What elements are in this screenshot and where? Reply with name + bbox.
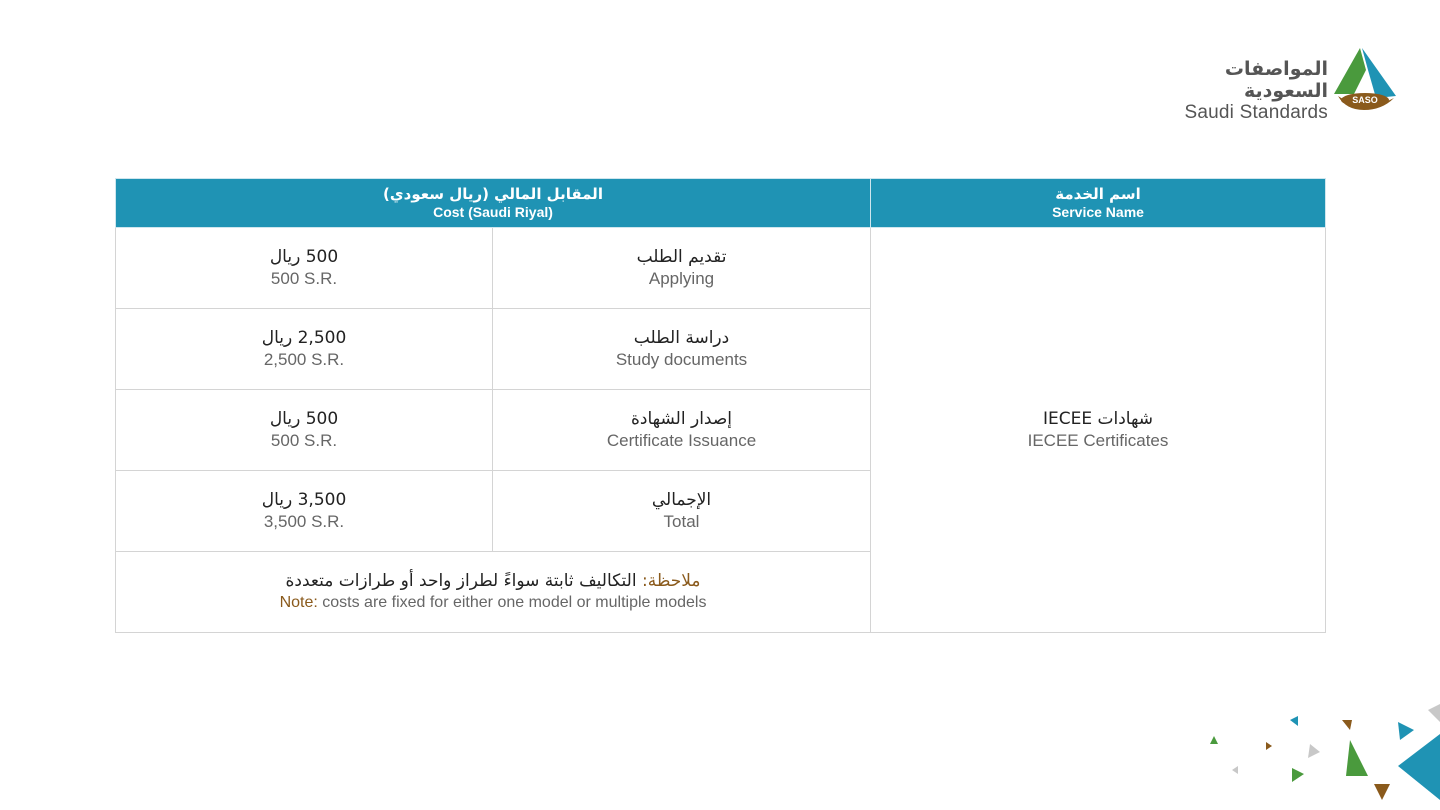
logo-mark-text: SASO <box>1352 95 1378 105</box>
step-cell <box>493 390 871 471</box>
service-header-en: Service Name <box>1052 204 1144 220</box>
cost-ar: 2,500 ريال <box>261 328 347 348</box>
cost-header <box>116 179 871 228</box>
cost-ar: 500 ريال <box>269 409 339 429</box>
service-name-cell <box>871 228 1326 633</box>
table-row <box>116 228 1326 309</box>
total-cost-en: 3,500 S.R. <box>263 512 345 531</box>
decorative-triangles-icon <box>1200 700 1440 810</box>
service-name-ar: شهادات IECEE <box>1042 409 1154 429</box>
step-en: Applying <box>648 269 715 288</box>
cost-en: 2,500 S.R. <box>263 350 345 369</box>
cost-cell <box>116 390 493 471</box>
service-header <box>871 179 1326 228</box>
note-text-en: costs are fixed for either one model or multiple models <box>317 594 707 611</box>
cost-cell <box>116 228 493 309</box>
logo-text <box>1180 58 1328 124</box>
step-ar: دراسة الطلب <box>633 328 730 348</box>
service-header-ar: اسم الخدمة <box>1055 185 1141 203</box>
fees-table <box>115 178 1326 633</box>
cost-en: 500 S.R. <box>270 269 338 288</box>
step-cell <box>493 228 871 309</box>
total-cost-ar: 3,500 ريال <box>261 490 347 510</box>
note-en <box>116 592 870 613</box>
note-text-ar: التكاليف ثابتة سواءً لطراز واحد أو طرازات متعددة <box>285 571 642 591</box>
total-label-ar: الإجمالي <box>651 490 712 510</box>
cost-cell <box>116 309 493 390</box>
step-ar: إصدار الشهادة <box>631 409 732 429</box>
step-en: Study documents <box>615 350 748 369</box>
saso-logo <box>1180 44 1400 123</box>
total-cost-cell <box>116 471 493 552</box>
step-cell <box>493 309 871 390</box>
saso-logo-mark-icon <box>1332 44 1398 110</box>
logo-arabic-name: المواصفات السعودية <box>1224 58 1328 102</box>
logo-english-name: Saudi Standards <box>1184 102 1328 123</box>
cost-ar: 500 ريال <box>269 247 339 267</box>
note-cell <box>116 552 871 633</box>
service-name-en: IECEE Certificates <box>1027 431 1169 450</box>
step-en: Certificate Issuance <box>606 431 757 450</box>
cost-header-ar: المقابل المالي (ريال سعودي) <box>383 185 603 203</box>
total-label-cell <box>493 471 871 552</box>
cost-en: 500 S.R. <box>270 431 338 450</box>
note-label-ar: ملاحظة: <box>641 571 701 591</box>
total-label-en: Total <box>663 512 700 531</box>
cost-header-en: Cost (Saudi Riyal) <box>433 204 553 220</box>
note-label-en: Note: <box>279 594 318 611</box>
table-header-row <box>116 179 1326 228</box>
note-ar <box>116 571 870 592</box>
step-ar: تقديم الطلب <box>636 247 727 267</box>
